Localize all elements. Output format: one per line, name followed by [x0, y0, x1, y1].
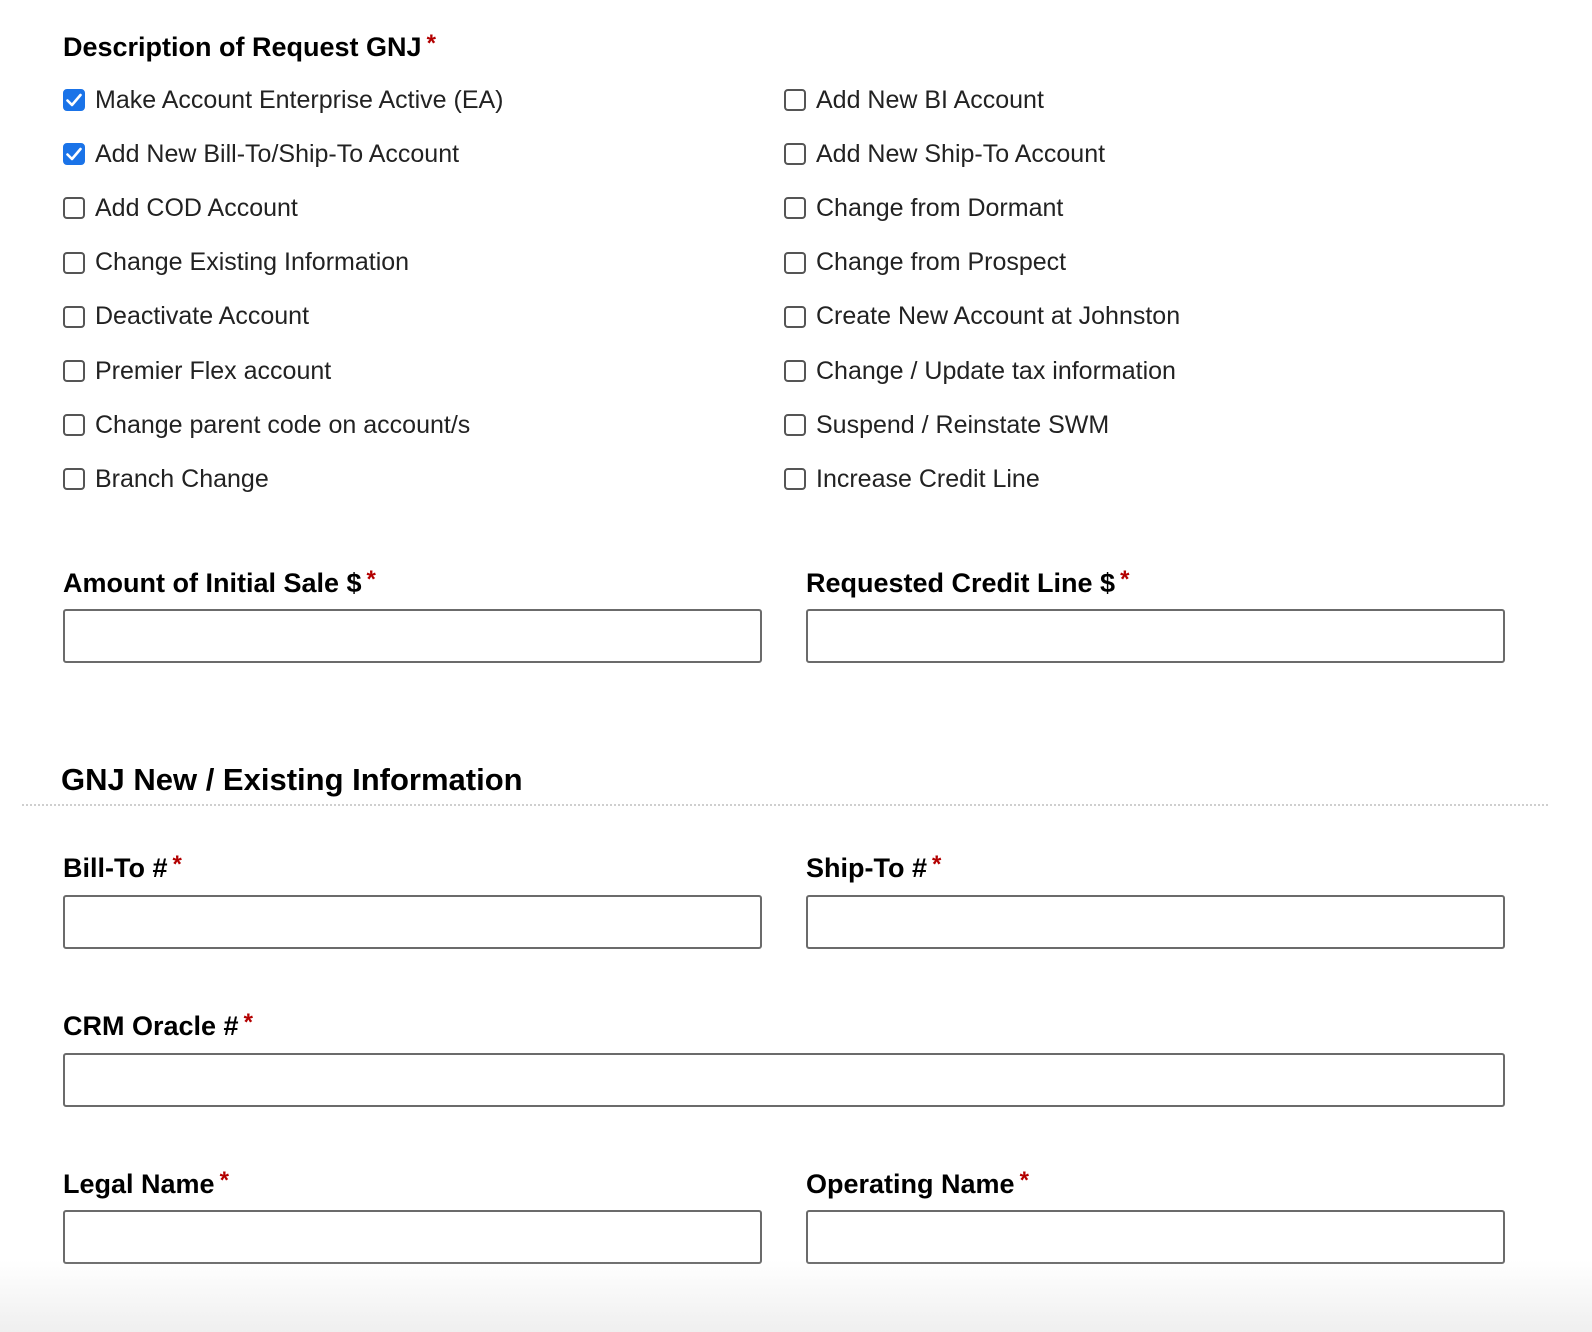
- legal-name-label-text: Legal Name: [63, 1169, 215, 1199]
- checkbox-unchecked-icon[interactable]: [784, 197, 806, 219]
- crm-oracle-label: [63, 1006, 253, 1043]
- checkbox-label: Premier Flex account: [95, 356, 332, 385]
- required-marker: *: [172, 851, 182, 878]
- checkbox-label: Deactivate Account: [95, 302, 310, 331]
- checkbox-label: Make Account Enterprise Active (EA): [95, 85, 504, 114]
- required-marker: *: [243, 1009, 253, 1036]
- operating-name-label: [806, 1164, 1029, 1201]
- checkbox-option-right-4[interactable]: [784, 299, 1180, 335]
- required-marker: *: [1120, 566, 1130, 593]
- checkbox-label: Increase Credit Line: [816, 464, 1040, 493]
- required-marker: *: [366, 566, 376, 593]
- required-marker: *: [426, 30, 436, 57]
- checkbox-unchecked-icon[interactable]: [784, 306, 806, 328]
- checkbox-unchecked-icon[interactable]: [784, 468, 806, 490]
- credit-line-label-text: Requested Credit Line $: [806, 568, 1116, 598]
- checkbox-label: Suspend / Reinstate SWM: [816, 410, 1110, 439]
- checkbox-option-left-2[interactable]: [63, 190, 298, 226]
- checkbox-label: Change / Update tax information: [816, 356, 1176, 385]
- checkbox-option-right-2[interactable]: [784, 190, 1063, 226]
- checkbox-label: Add New Ship-To Account: [816, 139, 1106, 168]
- required-marker: *: [1019, 1167, 1029, 1194]
- initial-sale-label: [63, 563, 376, 600]
- checkbox-label: Change from Prospect: [816, 248, 1067, 277]
- checkbox-unchecked-icon[interactable]: [784, 89, 806, 111]
- checkbox-option-left-3[interactable]: [63, 245, 409, 281]
- checkbox-option-right-7[interactable]: [784, 461, 1040, 497]
- checkbox-unchecked-icon[interactable]: [63, 360, 85, 382]
- legal-name-input[interactable]: [63, 1210, 762, 1264]
- legal-name-label: [63, 1164, 229, 1201]
- checkbox-unchecked-icon[interactable]: [63, 197, 85, 219]
- checkbox-option-left-0[interactable]: [63, 82, 504, 118]
- checkbox-label: Add New Bill-To/Ship-To Account: [95, 139, 460, 168]
- description-label-text: Description of Request GNJ: [63, 32, 422, 62]
- credit-line-input[interactable]: [806, 609, 1505, 663]
- checkbox-label: Add New BI Account: [816, 85, 1044, 114]
- checkbox-unchecked-icon[interactable]: [63, 252, 85, 274]
- section-title: GNJ New / Existing Information: [61, 762, 523, 797]
- checkbox-unchecked-icon[interactable]: [784, 414, 806, 436]
- checkbox-option-right-5[interactable]: [784, 353, 1176, 389]
- checkbox-unchecked-icon[interactable]: [63, 414, 85, 436]
- checkbox-option-left-6[interactable]: [63, 407, 470, 443]
- section-divider: [22, 804, 1548, 806]
- checkbox-unchecked-icon[interactable]: [63, 306, 85, 328]
- checkbox-label: Change Existing Information: [95, 248, 410, 277]
- checkbox-option-right-3[interactable]: [784, 245, 1066, 281]
- checkbox-unchecked-icon[interactable]: [784, 360, 806, 382]
- checkbox-option-right-6[interactable]: [784, 407, 1109, 443]
- checkbox-label: Add COD Account: [95, 193, 298, 222]
- ship-to-label-text: Ship-To #: [806, 853, 927, 883]
- initial-sale-label-text: Amount of Initial Sale $: [63, 568, 362, 598]
- checkbox-label: Branch Change: [95, 464, 269, 493]
- checkbox-unchecked-icon[interactable]: [784, 252, 806, 274]
- credit-line-label: [806, 563, 1129, 600]
- operating-name-label-text: Operating Name: [806, 1169, 1015, 1199]
- operating-name-input[interactable]: [806, 1210, 1505, 1264]
- checkbox-label: Create New Account at Johnston: [816, 302, 1181, 331]
- checkbox-unchecked-icon[interactable]: [784, 143, 806, 165]
- checkbox-option-right-1[interactable]: [784, 136, 1105, 172]
- bottom-shade: [0, 1260, 1592, 1332]
- bill-to-label-text: Bill-To #: [63, 853, 168, 883]
- ship-to-input[interactable]: [806, 895, 1505, 949]
- checkbox-unchecked-icon[interactable]: [63, 468, 85, 490]
- initial-sale-input[interactable]: [63, 609, 762, 663]
- checkbox-option-left-1[interactable]: [63, 136, 459, 172]
- checkbox-checked-icon[interactable]: [63, 89, 85, 111]
- ship-to-label: [806, 848, 941, 885]
- crm-oracle-input[interactable]: [63, 1053, 1505, 1107]
- checkbox-label: Change from Dormant: [816, 193, 1064, 222]
- checkbox-label: Change parent code on account/s: [95, 410, 471, 439]
- bill-to-input[interactable]: [63, 895, 762, 949]
- checkbox-option-left-5[interactable]: [63, 353, 331, 389]
- checkbox-checked-icon[interactable]: [63, 143, 85, 165]
- required-marker: *: [932, 851, 942, 878]
- checkbox-option-left-4[interactable]: [63, 299, 309, 335]
- crm-oracle-label-text: CRM Oracle #: [63, 1011, 239, 1041]
- checkbox-option-left-7[interactable]: [63, 461, 269, 497]
- bill-to-label: [63, 848, 182, 885]
- required-marker: *: [219, 1167, 229, 1194]
- description-label: [63, 27, 436, 64]
- checkbox-option-right-0[interactable]: [784, 82, 1044, 118]
